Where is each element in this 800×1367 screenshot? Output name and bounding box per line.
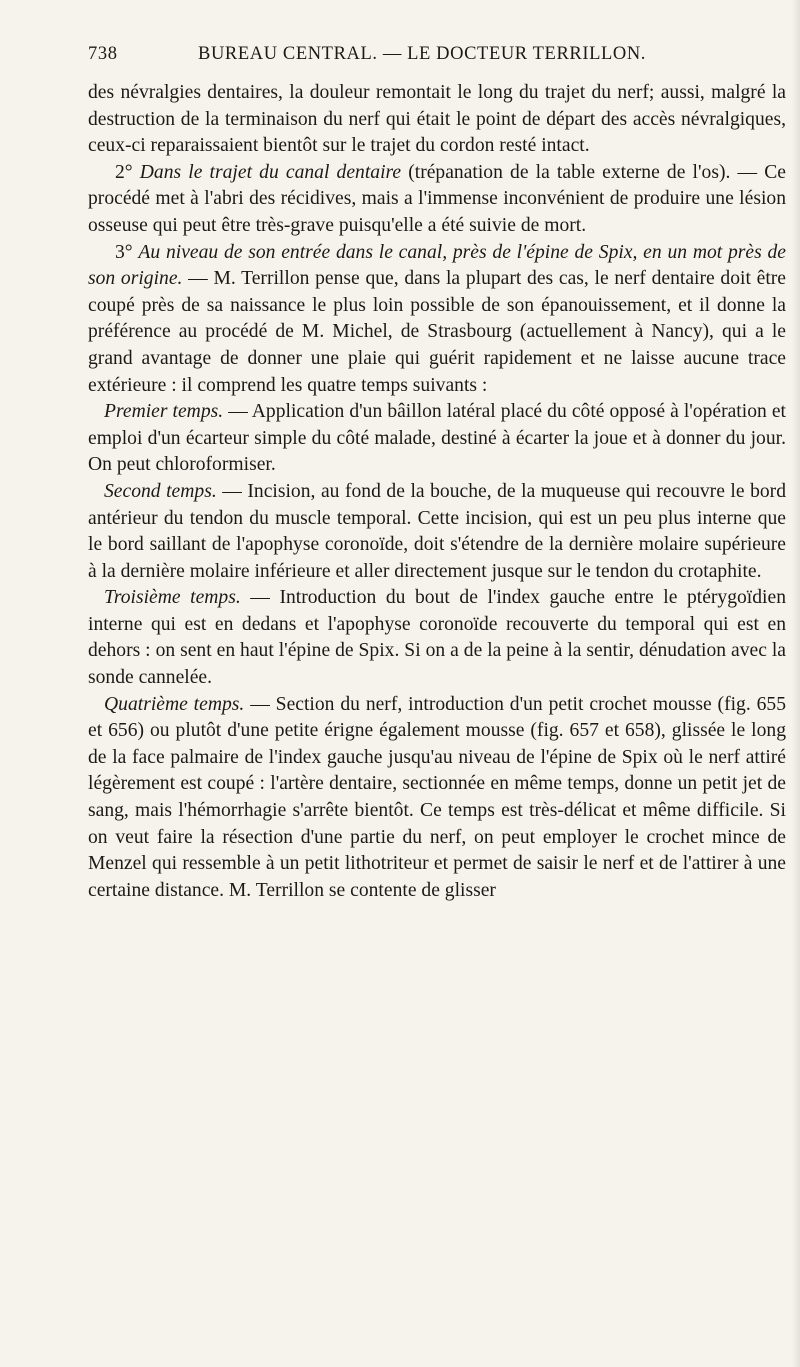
paragraph-step-3 [88,585,786,691]
paragraph-method-3 [88,240,786,400]
paragraph-method-2 [88,160,786,240]
paragraph-step-1 [88,399,786,479]
paragraph-step-4 [88,692,786,905]
paragraph-text: — Section du nerf, introduction d'un petit crochet mousse (fig. 655 et 656) ou plutôt d'une petite érigne également mousse (fig. 657 et 658), glissée le long de la face palmaire de l'index gauche jusqu'au niveau de l'épine de Spix où le nerf attiré légèrement est coupé : l'artère dentaire, sectionnée en même temps, donne un petit jet de sang, mais l'hémorrhagie s'arrête bientôt. Ce temps est très-délicat et même difficile. Si on veut faire la résection d'une partie du nerf, on peut employer le crochet mince de Menzel qui ressemble à un petit lithotriteur et permet de saisir le nerf et de l'attirer à une certaine distance. M. Terrillon se contente de glisser [88,693,787,901]
step-heading: Second temps. [104,480,217,502]
method-heading: Au niveau de son entrée dans le canal, près de l'épine de Spix, en un mot près de son origine. [88,241,787,290]
running-header [88,44,788,65]
body-text [88,80,786,904]
paragraph-text: — M. Terrillon pense que, dans la plupart des cas, le nerf dentaire doit être coupé près de sa naissance le plus loin possible de son épanouissement, et il donne la préférence au procédé de M. Michel, de Strasbourg (actuellement à Nancy), qui a le grand avantage de donner une plaie qui guérit rapidement et ne laisse aucune trace extérieure : il comprend les quatre temps suivants : [88,268,786,396]
paragraph-text: — Application d'un bâillon latéral placé du côté opposé à l'opération et emploi d'un écarteur simple du côté malade, destiné à écarter la joue et à donner du jour. On peut chloroformiser. [88,401,786,476]
paragraph-text: des névralgies dentaires, la douleur remontait le long du trajet du nerf; aussi, malgré la destruction de la terminaison du nerf qui était le point de départ des accès névralgiques, ceux-ci reparaissaient bientôt sur le trajet du cordon resté intact. [88,82,786,157]
paragraph-text: — Introduction du bout de l'index gauche entre le ptérygoïdien interne qui est en dedans et l'apophyse coronoïde recouverte du temporal qui est en dehors : on sent en haut l'épine de Spix. Si on a de la peine à la sentir, dénudation avec la sonde cannelée. [88,587,786,689]
page-edge-shadow [792,0,800,1367]
step-heading: Quatrième temps. [104,693,245,715]
page-number: 738 [88,44,118,64]
paragraph-text: (trépanation de la table externe de l'os). — Ce procédé met à l'abri des récidives, mais a l'immense inconvénient de produire une lésion osseuse qui peut être très-grave puisqu'elle a été suivie de mort. [88,161,787,236]
list-number: 2° [115,161,140,183]
method-heading: Dans le trajet du canal dentaire [139,161,402,183]
step-heading: Premier temps. [104,401,224,423]
paragraph-step-2 [88,479,786,585]
list-number: 3° [115,241,139,263]
running-title: BUREAU CENTRAL. — LE DOCTEUR TERRILLON. [198,44,647,64]
paragraph-text: — Incision, au fond de la bouche, de la muqueuse qui recouvre le bord antérieur du tendon du muscle temporal. Cette incision, qui est un peu plus interne que le bord saillant de l'apophyse coronoïde, doit s'étendre de la dernière molaire supérieure à la dernière molaire inférieure et aller directement jusque sur le tendon du crotaphite. [88,480,787,582]
step-heading: Troisième temps. [104,587,241,609]
paragraph-continuation [88,80,786,160]
